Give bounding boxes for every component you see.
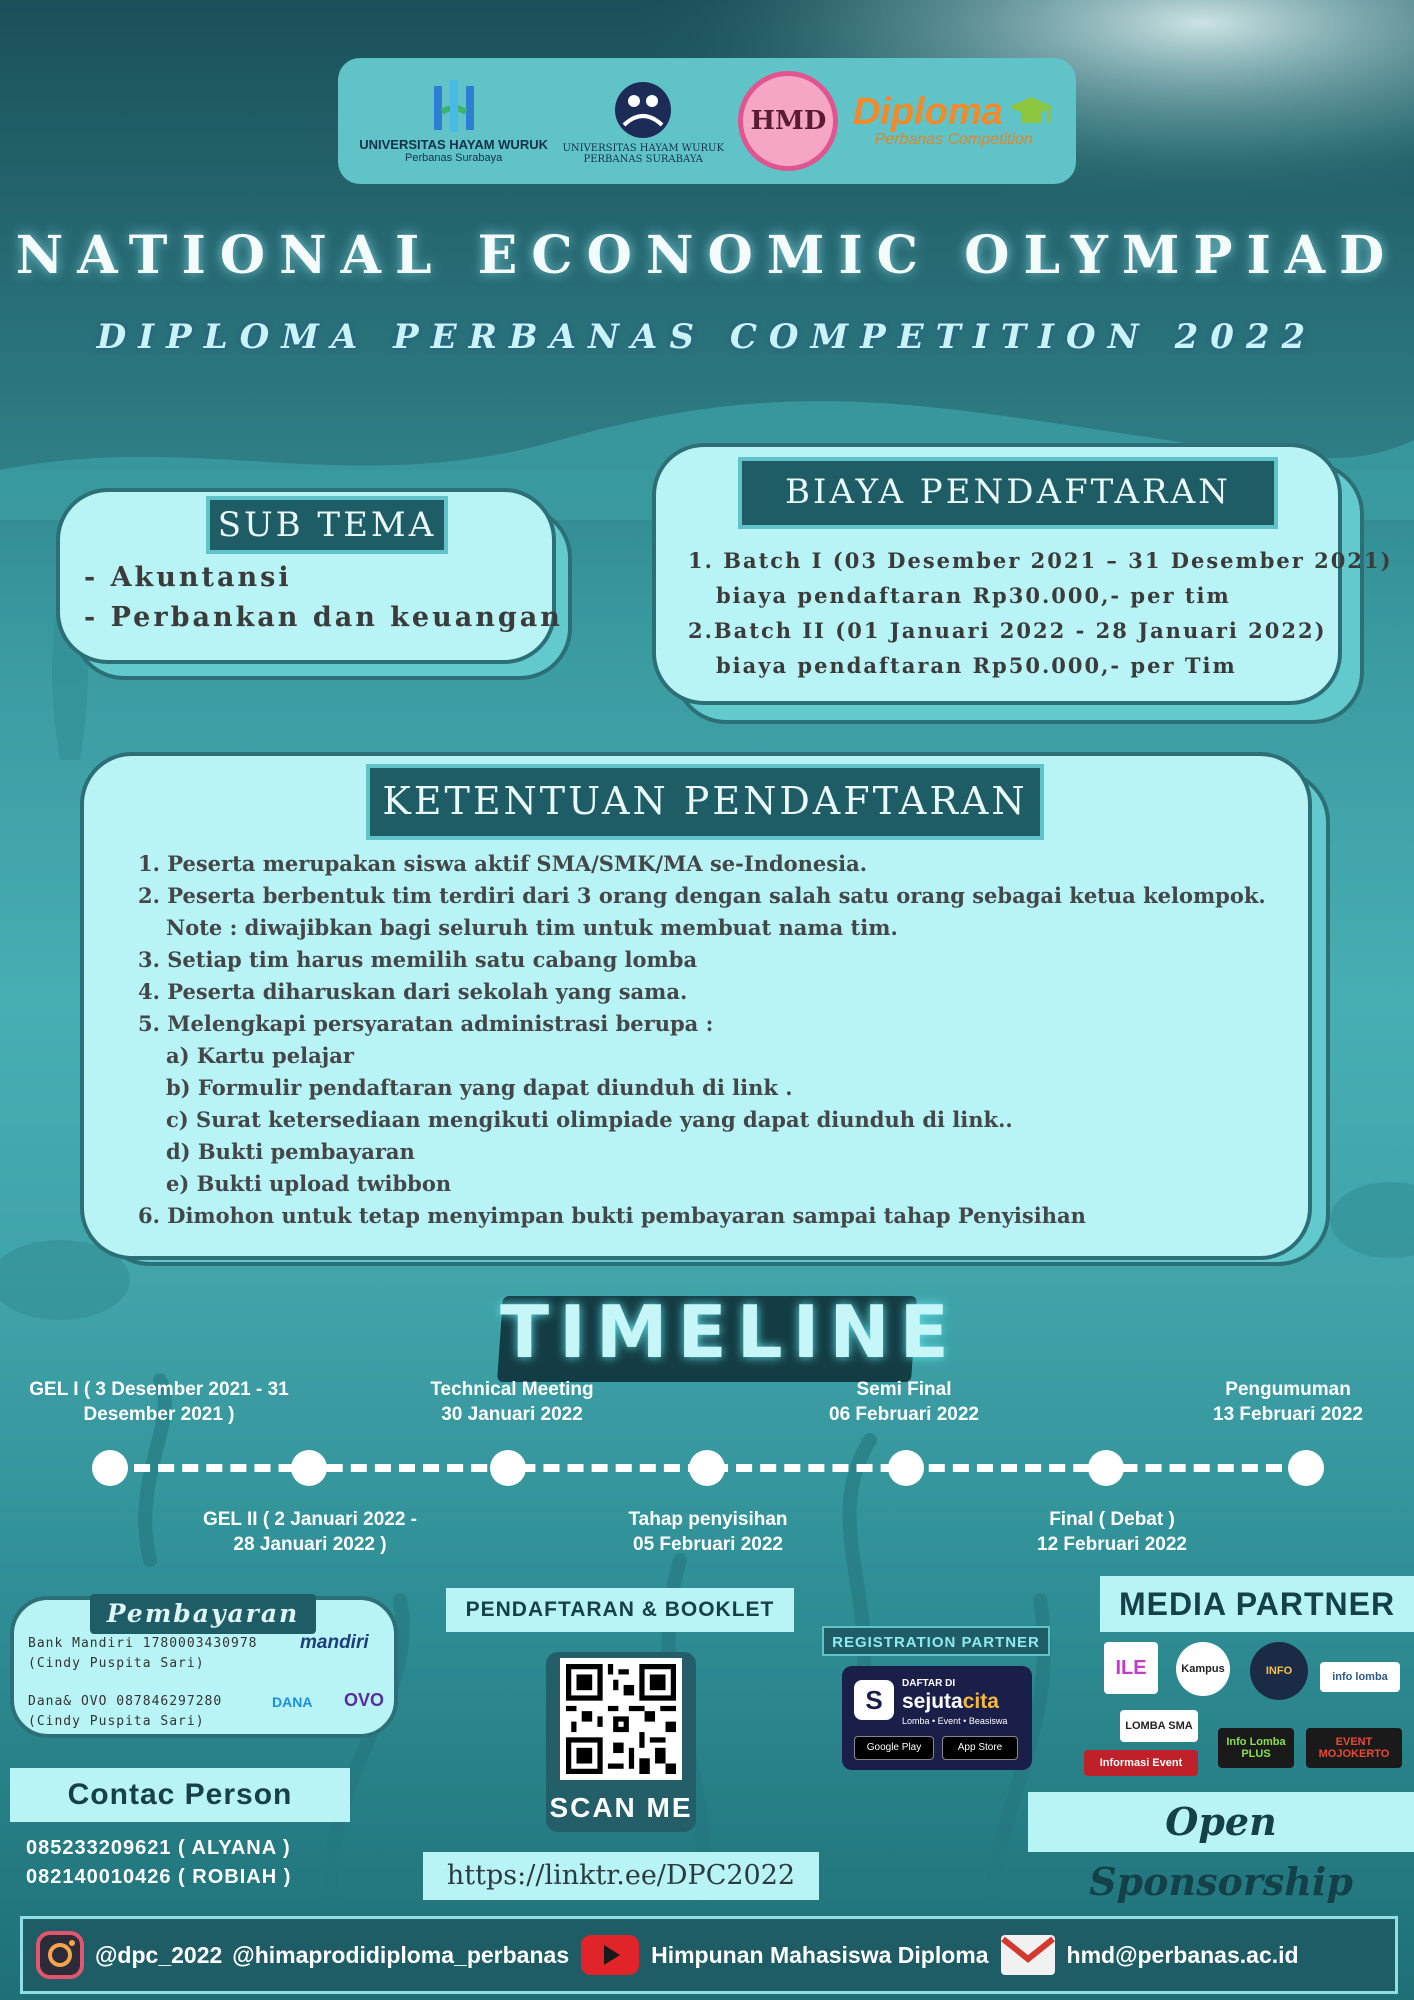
gmail-icon[interactable] <box>999 1933 1057 1977</box>
scan-me-label: SCAN ME <box>549 1792 693 1823</box>
ketentuan-line: 6. Dimohon untuk tetap menyimpan bukti pembayaran sampai tahap Penyisihan <box>138 1203 1086 1228</box>
sejutacita-name-a: sejuta <box>902 1690 963 1713</box>
timeline-event <box>0 1378 318 1427</box>
instagram-handle[interactable]: @himaprodidiploma_perbanas <box>232 1941 570 1968</box>
uhw-sub: Perbanas Surabaya <box>404 152 503 165</box>
timeline-event-date: 05 Februari 2022 <box>633 1533 783 1555</box>
bem-line1: UNIVERSITAS HAYAM WURUK <box>562 143 724 154</box>
google-play-button[interactable]: Google Play <box>854 1736 934 1760</box>
timeline-event-date: 30 Januari 2022 <box>441 1403 583 1425</box>
biaya-label: BIAYA PENDAFTARAN <box>738 457 1278 529</box>
biaya-line: 2.Batch II (01 Januari 2022 - 28 Januari 2022) <box>688 618 1327 643</box>
timeline-dot <box>888 1450 924 1486</box>
timeline-event <box>160 1508 460 1557</box>
timeline-event-label: Semi Final <box>856 1379 952 1400</box>
sejutacita-badge[interactable] <box>842 1666 1032 1770</box>
uhw-logo <box>359 78 548 164</box>
logo-banner <box>338 58 1076 184</box>
pembayaran-label: Pembayaran <box>90 1594 316 1634</box>
ketentuan-line: 1. Peserta merupakan siswa aktif SMA/SMK/MA se-Indonesia. <box>138 851 868 876</box>
graduation-cap-icon <box>1007 95 1055 131</box>
ketentuan-line: 5. Melengkapi persyaratan administrasi berupa : <box>138 1011 714 1036</box>
instagram-icon[interactable] <box>35 1930 85 1980</box>
dpc-name: Diploma <box>852 91 1003 133</box>
registration-partner-label: REGISTRATION PARTNER <box>822 1626 1050 1656</box>
dpc-logo <box>853 93 1055 149</box>
ewallet-account-name: (Cindy Puspita Sari) <box>28 1713 205 1729</box>
ovo-logo: OVO <box>344 1690 385 1710</box>
booklet-label: PENDAFTARAN & BOOKLET <box>446 1588 794 1632</box>
media-partner-logo: EVENT MOJOKERTO <box>1306 1728 1402 1768</box>
app-store-button[interactable]: App Store <box>942 1736 1018 1760</box>
ketentuan-line: e) Bukti upload twibbon <box>166 1171 452 1196</box>
email-address[interactable]: hmd@perbanas.ac.id <box>1066 1941 1299 1968</box>
timeline-event <box>1168 1378 1408 1427</box>
timeline-event-date: 06 Februari 2022 <box>829 1403 979 1425</box>
bem-emblem-icon <box>610 77 676 143</box>
youtube-channel[interactable]: Himpunan Mahasiswa Diploma <box>651 1941 989 1968</box>
ketentuan-line: a) Kartu pelajar <box>166 1043 354 1068</box>
biaya-line: biaya pendaftaran Rp30.000,- per tim <box>716 583 1231 608</box>
timeline-event-label: Tahap penyisihan <box>628 1509 788 1530</box>
media-partner-logo: info lomba <box>1320 1662 1400 1692</box>
hmd-text: HMD <box>750 106 827 136</box>
contact-label: Contac Person <box>10 1768 350 1822</box>
page-subtitle: DIPLOMA PERBANAS COMPETITION 2022 <box>96 317 1318 357</box>
youtube-icon[interactable] <box>579 1933 641 1977</box>
ketentuan-line: 3. Setiap tim harus memilih satu cabang lomba <box>138 947 698 972</box>
sub-tema-label: SUB TEMA <box>206 496 448 554</box>
bank-account-name: (Cindy Puspita Sari) <box>28 1655 205 1671</box>
bem-logo <box>562 77 724 165</box>
ketentuan-line: b) Formulir pendaftaran yang dapat diunduh di link . <box>166 1075 793 1100</box>
media-partner-label: MEDIA PARTNER <box>1100 1576 1414 1632</box>
timeline-event-date: 13 Februari 2022 <box>1213 1403 1363 1425</box>
page-title: NATIONAL ECONOMIC OLYMPIAD <box>15 225 1399 286</box>
contact-number: 085233209621 ( ALYANA ) <box>26 1837 291 1859</box>
ketentuan-line: 4. Peserta diharuskan dari sekolah yang sama. <box>138 979 688 1004</box>
timeline-event-date: Desember 2021 ) <box>83 1403 235 1425</box>
media-partner-logo: Info Lomba PLUS <box>1218 1728 1294 1768</box>
media-partner-logo: Informasi Event <box>1084 1750 1198 1776</box>
daftar-di-label: DAFTAR DI <box>902 1678 956 1689</box>
contact-number: 082140010426 ( ROBIAH ) <box>26 1866 292 1888</box>
timeline-event <box>588 1508 828 1557</box>
timeline-dot <box>1088 1450 1124 1486</box>
timeline-event-label: GEL II ( 2 Januari 2022 - <box>202 1509 418 1530</box>
sejutacita-name-b: cita <box>962 1690 999 1713</box>
instagram-handle[interactable]: @dpc_2022 <box>95 1941 223 1968</box>
hmd-logo <box>738 71 838 171</box>
ketentuan-line: Note : diwajibkan bagi seluruh tim untuk membuat nama tim. <box>166 915 898 940</box>
bank-account: Bank Mandiri 1780003430978 <box>28 1636 258 1651</box>
uhw-emblem-icon <box>428 78 480 138</box>
timeline-dot <box>291 1450 327 1486</box>
footer-bar <box>20 1916 1398 1994</box>
biaya-line: biaya pendaftaran Rp50.000,- per Tim <box>716 653 1237 678</box>
sejutacita-tagline: Lomba • Event • Beasiswa <box>902 1716 1008 1726</box>
pembayaran-bank <box>28 1634 258 1673</box>
timeline-event <box>392 1378 632 1427</box>
timeline-dot <box>1288 1450 1324 1486</box>
sejutacita-name <box>902 1690 999 1714</box>
contact-list <box>26 1834 291 1892</box>
sub-tema-item: - Perbankan dan keuangan <box>84 602 563 633</box>
media-partner-logo: LOMBA SMA <box>1120 1710 1198 1742</box>
pembayaran-ewallet <box>28 1692 222 1731</box>
media-partner-logo: ILE <box>1104 1642 1158 1694</box>
biaya-list <box>688 543 1393 683</box>
linktree-link[interactable]: https://linktr.ee/DPC2022 <box>423 1852 819 1900</box>
timeline-event-label: Final ( Debat ) <box>1049 1509 1175 1530</box>
sub-tema-list <box>84 558 563 638</box>
timeline-dot <box>92 1450 128 1486</box>
timeline-event-label: GEL I ( 3 Desember 2021 - 31 <box>29 1379 289 1400</box>
timeline-event <box>784 1378 1024 1427</box>
ketentuan-list <box>138 848 1266 1232</box>
biaya-line: 1. Batch I (03 Desember 2021 – 31 Desember 2021) <box>688 548 1393 573</box>
ketentuan-line: c) Surat ketersediaan mengikuti olimpiade yang dapat diunduh di link.. <box>166 1107 1013 1132</box>
timeline-event <box>992 1508 1232 1557</box>
uhw-name: UNIVERSITAS HAYAM WURUK <box>359 136 548 152</box>
media-partner-logo: INFO <box>1250 1642 1308 1700</box>
timeline-event-label: Technical Meeting <box>430 1379 594 1400</box>
timeline-dot <box>490 1450 526 1486</box>
media-partner-logo: Kampus <box>1176 1642 1230 1696</box>
timeline-event-date: 12 Februari 2022 <box>1037 1533 1187 1555</box>
open-sponsorship-label: Open Sponsorship <box>1028 1792 1414 1852</box>
timeline-dot <box>689 1450 725 1486</box>
ewallet-account: Dana& OVO 087846297280 <box>28 1694 223 1709</box>
ketentuan-label: KETENTUAN PENDAFTARAN <box>366 764 1044 840</box>
bem-line2: PERBANAS SURABAYA <box>583 154 703 165</box>
mandiri-logo: mandiri <box>300 1632 369 1653</box>
timeline-title: TIMELINE <box>500 1290 959 1374</box>
qr-code-icon <box>566 1664 676 1774</box>
timeline-event-date: 28 Januari 2022 ) <box>233 1533 387 1555</box>
timeline-event-label: Pengumuman <box>1225 1379 1351 1400</box>
ketentuan-line: 2. Peserta berbentuk tim terdiri dari 3 orang dengan salah satu orang sebagai ketua kelompok. <box>138 883 1266 908</box>
qr-code[interactable] <box>560 1658 682 1780</box>
sub-tema-item: - Akuntansi <box>84 562 292 593</box>
dana-logo: DANA <box>272 1694 313 1710</box>
ketentuan-line: d) Bukti pembayaran <box>166 1139 415 1164</box>
dpc-sub: Perbanas Competition <box>874 131 1033 148</box>
sejutacita-logo-icon: S <box>854 1680 894 1720</box>
